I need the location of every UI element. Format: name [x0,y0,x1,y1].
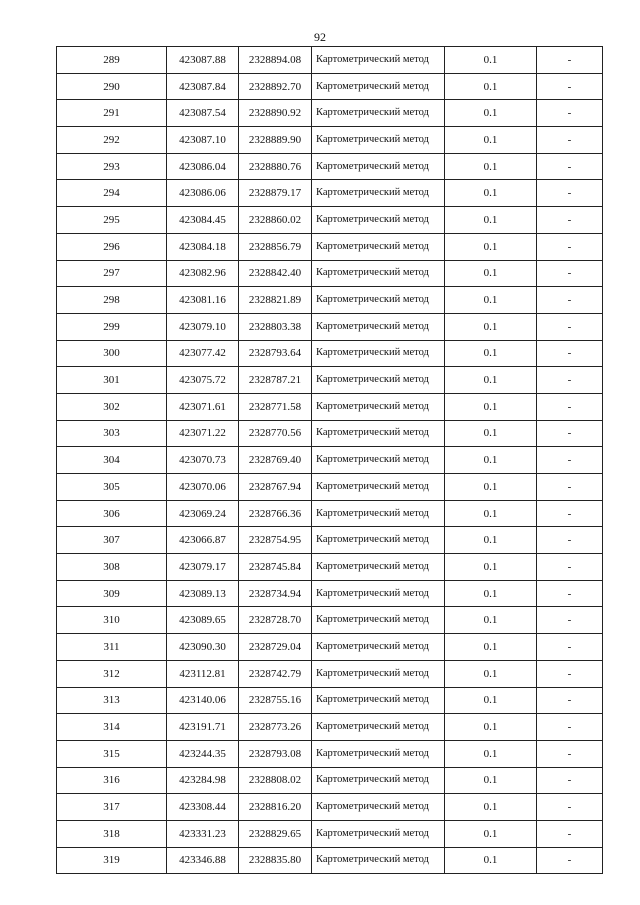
method-cell: Картометрический метод [312,180,445,207]
note-cell: - [537,153,603,180]
table-row [57,794,603,821]
method-cell: Картометрический метод [312,420,445,447]
note-cell: - [537,740,603,767]
accuracy-cell: 0.1 [445,500,537,527]
x-coordinate-cell: 423071.61 [167,393,239,420]
accuracy-cell: 0.1 [445,153,537,180]
x-coordinate-cell: 423087.88 [167,47,239,74]
accuracy-cell: 0.1 [445,634,537,661]
x-coordinate-cell: 423082.96 [167,260,239,287]
y-coordinate-cell: 2328755.16 [239,687,312,714]
y-coordinate-cell: 2328860.02 [239,207,312,234]
y-coordinate-cell: 2328829.65 [239,820,312,847]
point-number-cell: 306 [57,500,167,527]
x-coordinate-cell: 423079.10 [167,313,239,340]
table-row [57,287,603,314]
method-cell: Картометрический метод [312,367,445,394]
method-cell: Картометрический метод [312,100,445,127]
note-cell: - [537,687,603,714]
x-coordinate-cell: 423087.10 [167,127,239,154]
x-coordinate-cell: 423191.71 [167,714,239,741]
point-number-cell: 300 [57,340,167,367]
accuracy-cell: 0.1 [445,420,537,447]
table-row [57,313,603,340]
table-row [57,180,603,207]
x-coordinate-cell: 423079.17 [167,554,239,581]
point-number-cell: 304 [57,447,167,474]
point-number-cell: 309 [57,580,167,607]
note-cell: - [537,607,603,634]
accuracy-cell: 0.1 [445,313,537,340]
method-cell: Картометрический метод [312,554,445,581]
table-row [57,714,603,741]
x-coordinate-cell: 423066.87 [167,527,239,554]
method-cell: Картометрический метод [312,634,445,661]
method-cell: Картометрический метод [312,740,445,767]
table-row [57,767,603,794]
table-row [57,607,603,634]
note-cell: - [537,447,603,474]
x-coordinate-cell: 423308.44 [167,794,239,821]
accuracy-cell: 0.1 [445,687,537,714]
note-cell: - [537,660,603,687]
accuracy-cell: 0.1 [445,847,537,874]
method-cell: Картометрический метод [312,287,445,314]
point-number-cell: 296 [57,233,167,260]
accuracy-cell: 0.1 [445,233,537,260]
y-coordinate-cell: 2328835.80 [239,847,312,874]
point-number-cell: 318 [57,820,167,847]
point-number-cell: 290 [57,73,167,100]
point-number-cell: 314 [57,714,167,741]
point-number-cell: 305 [57,474,167,501]
table-row [57,447,603,474]
y-coordinate-cell: 2328767.94 [239,474,312,501]
method-cell: Картометрический метод [312,767,445,794]
note-cell: - [537,233,603,260]
y-coordinate-cell: 2328787.21 [239,367,312,394]
y-coordinate-cell: 2328773.26 [239,714,312,741]
y-coordinate-cell: 2328894.08 [239,47,312,74]
y-coordinate-cell: 2328816.20 [239,794,312,821]
method-cell: Картометрический метод [312,794,445,821]
x-coordinate-cell: 423084.18 [167,233,239,260]
y-coordinate-cell: 2328880.76 [239,153,312,180]
accuracy-cell: 0.1 [445,127,537,154]
method-cell: Картометрический метод [312,260,445,287]
y-coordinate-cell: 2328728.70 [239,607,312,634]
x-coordinate-cell: 423086.06 [167,180,239,207]
point-number-cell: 303 [57,420,167,447]
point-number-cell: 294 [57,180,167,207]
y-coordinate-cell: 2328889.90 [239,127,312,154]
y-coordinate-cell: 2328842.40 [239,260,312,287]
note-cell: - [537,820,603,847]
point-number-cell: 292 [57,127,167,154]
page-number: 92 [314,30,326,44]
y-coordinate-cell: 2328766.36 [239,500,312,527]
table-row [57,580,603,607]
accuracy-cell: 0.1 [445,607,537,634]
note-cell: - [537,634,603,661]
table-row [57,340,603,367]
y-coordinate-cell: 2328793.64 [239,340,312,367]
note-cell: - [537,47,603,74]
x-coordinate-cell: 423087.84 [167,73,239,100]
table-row [57,500,603,527]
point-number-cell: 301 [57,367,167,394]
x-coordinate-cell: 423140.06 [167,687,239,714]
note-cell: - [537,313,603,340]
method-cell: Картометрический метод [312,474,445,501]
note-cell: - [537,847,603,874]
accuracy-cell: 0.1 [445,100,537,127]
table-row [57,740,603,767]
y-coordinate-cell: 2328769.40 [239,447,312,474]
y-coordinate-cell: 2328821.89 [239,287,312,314]
accuracy-cell: 0.1 [445,554,537,581]
method-cell: Картометрический метод [312,447,445,474]
point-number-cell: 298 [57,287,167,314]
table-row [57,847,603,874]
accuracy-cell: 0.1 [445,740,537,767]
table-row [57,393,603,420]
method-cell: Картометрический метод [312,340,445,367]
table-row [57,153,603,180]
point-number-cell: 293 [57,153,167,180]
point-number-cell: 295 [57,207,167,234]
accuracy-cell: 0.1 [445,767,537,794]
table-row [57,660,603,687]
table-row [57,420,603,447]
note-cell: - [537,420,603,447]
x-coordinate-cell: 423331.23 [167,820,239,847]
note-cell: - [537,580,603,607]
method-cell: Картометрический метод [312,500,445,527]
method-cell: Картометрический метод [312,820,445,847]
table-row [57,820,603,847]
y-coordinate-cell: 2328734.94 [239,580,312,607]
note-cell: - [537,180,603,207]
note-cell: - [537,794,603,821]
note-cell: - [537,714,603,741]
x-coordinate-cell: 423089.13 [167,580,239,607]
note-cell: - [537,100,603,127]
y-coordinate-cell: 2328892.70 [239,73,312,100]
point-number-cell: 291 [57,100,167,127]
y-coordinate-cell: 2328770.56 [239,420,312,447]
x-coordinate-cell: 423087.54 [167,100,239,127]
method-cell: Картометрический метод [312,207,445,234]
y-coordinate-cell: 2328879.17 [239,180,312,207]
accuracy-cell: 0.1 [445,367,537,394]
method-cell: Картометрический метод [312,660,445,687]
note-cell: - [537,474,603,501]
method-cell: Картометрический метод [312,847,445,874]
x-coordinate-cell: 423069.24 [167,500,239,527]
x-coordinate-cell: 423086.04 [167,153,239,180]
y-coordinate-cell: 2328729.04 [239,634,312,661]
point-number-cell: 289 [57,47,167,74]
note-cell: - [537,393,603,420]
x-coordinate-cell: 423244.35 [167,740,239,767]
method-cell: Картометрический метод [312,527,445,554]
x-coordinate-cell: 423070.73 [167,447,239,474]
table-row [57,100,603,127]
method-cell: Картометрический метод [312,127,445,154]
method-cell: Картометрический метод [312,233,445,260]
table-row [57,47,603,74]
table-row [57,233,603,260]
y-coordinate-cell: 2328890.92 [239,100,312,127]
note-cell: - [537,367,603,394]
x-coordinate-cell: 423081.16 [167,287,239,314]
accuracy-cell: 0.1 [445,340,537,367]
table-row [57,687,603,714]
point-number-cell: 316 [57,767,167,794]
y-coordinate-cell: 2328771.58 [239,393,312,420]
note-cell: - [537,554,603,581]
point-number-cell: 299 [57,313,167,340]
method-cell: Картометрический метод [312,153,445,180]
accuracy-cell: 0.1 [445,660,537,687]
accuracy-cell: 0.1 [445,393,537,420]
point-number-cell: 315 [57,740,167,767]
point-number-cell: 311 [57,634,167,661]
table-row [57,367,603,394]
point-number-cell: 313 [57,687,167,714]
method-cell: Картометрический метод [312,313,445,340]
x-coordinate-cell: 423071.22 [167,420,239,447]
accuracy-cell: 0.1 [445,260,537,287]
accuracy-cell: 0.1 [445,207,537,234]
point-number-cell: 312 [57,660,167,687]
accuracy-cell: 0.1 [445,287,537,314]
accuracy-cell: 0.1 [445,447,537,474]
y-coordinate-cell: 2328754.95 [239,527,312,554]
x-coordinate-cell: 423346.88 [167,847,239,874]
table-row [57,527,603,554]
accuracy-cell: 0.1 [445,47,537,74]
method-cell: Картометрический метод [312,580,445,607]
method-cell: Картометрический метод [312,607,445,634]
note-cell: - [537,127,603,154]
note-cell: - [537,287,603,314]
y-coordinate-cell: 2328742.79 [239,660,312,687]
point-number-cell: 310 [57,607,167,634]
table-row [57,634,603,661]
accuracy-cell: 0.1 [445,714,537,741]
x-coordinate-cell: 423077.42 [167,340,239,367]
table-row [57,260,603,287]
accuracy-cell: 0.1 [445,794,537,821]
accuracy-cell: 0.1 [445,580,537,607]
table-row [57,207,603,234]
table-row [57,127,603,154]
note-cell: - [537,500,603,527]
note-cell: - [537,207,603,234]
x-coordinate-cell: 423112.81 [167,660,239,687]
point-number-cell: 302 [57,393,167,420]
y-coordinate-cell: 2328793.08 [239,740,312,767]
method-cell: Картометрический метод [312,393,445,420]
point-number-cell: 319 [57,847,167,874]
method-cell: Картометрический метод [312,73,445,100]
note-cell: - [537,527,603,554]
note-cell: - [537,767,603,794]
note-cell: - [537,260,603,287]
accuracy-cell: 0.1 [445,474,537,501]
x-coordinate-cell: 423075.72 [167,367,239,394]
y-coordinate-cell: 2328808.02 [239,767,312,794]
method-cell: Картометрический метод [312,714,445,741]
method-cell: Картометрический метод [312,687,445,714]
table-row [57,554,603,581]
point-number-cell: 308 [57,554,167,581]
coordinates-table-body [57,47,603,874]
accuracy-cell: 0.1 [445,73,537,100]
x-coordinate-cell: 423070.06 [167,474,239,501]
x-coordinate-cell: 423084.45 [167,207,239,234]
x-coordinate-cell: 423284.98 [167,767,239,794]
coordinates-table [56,46,603,874]
point-number-cell: 307 [57,527,167,554]
accuracy-cell: 0.1 [445,527,537,554]
accuracy-cell: 0.1 [445,180,537,207]
x-coordinate-cell: 423089.65 [167,607,239,634]
note-cell: - [537,340,603,367]
point-number-cell: 317 [57,794,167,821]
y-coordinate-cell: 2328856.79 [239,233,312,260]
y-coordinate-cell: 2328803.38 [239,313,312,340]
x-coordinate-cell: 423090.30 [167,634,239,661]
accuracy-cell: 0.1 [445,820,537,847]
note-cell: - [537,73,603,100]
table-row [57,474,603,501]
table-row [57,73,603,100]
method-cell: Картометрический метод [312,47,445,74]
point-number-cell: 297 [57,260,167,287]
y-coordinate-cell: 2328745.84 [239,554,312,581]
